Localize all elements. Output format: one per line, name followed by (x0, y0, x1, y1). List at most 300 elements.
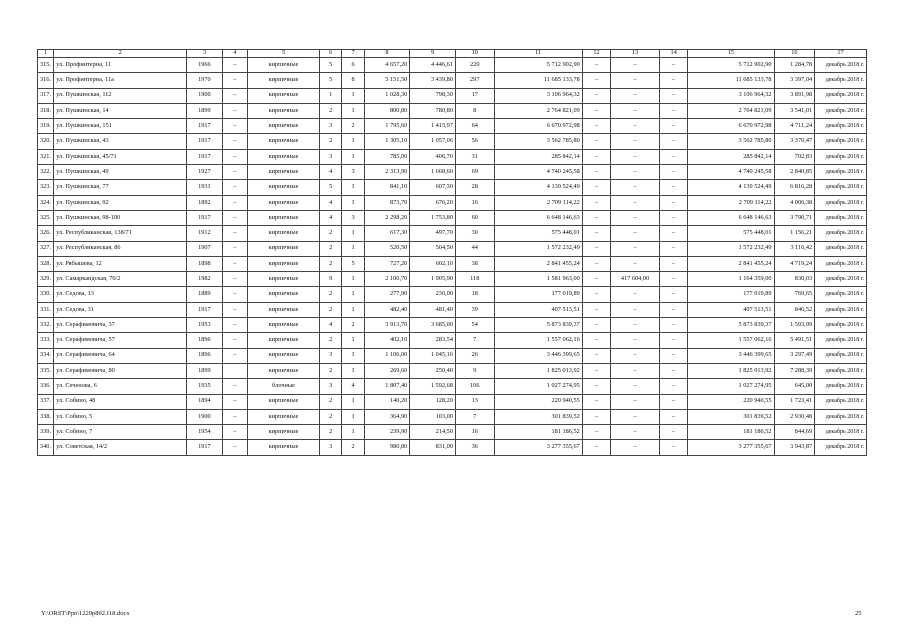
wall-material-cell: кирпичные (248, 302, 320, 317)
cost-per-sqm-cell: 3 397,04 (774, 73, 815, 88)
wall-material-cell: кирпичные (248, 348, 320, 363)
deadline-cell: декабрь 2018 г. (815, 226, 867, 241)
residents-cell: 106 (455, 379, 494, 394)
deadline-cell: декабрь 2018 г. (815, 302, 867, 317)
total-cost-cell: 2 764 821,09 (494, 103, 582, 118)
deadline-cell: декабрь 2018 г. (815, 103, 867, 118)
row-number-cell: 334. (38, 348, 54, 363)
row-number-cell: 339. (38, 425, 54, 440)
floors-cell: 2 (320, 226, 342, 241)
deadline-cell: декабрь 2018 г. (815, 425, 867, 440)
table-row (38, 379, 867, 394)
living-area-cell: 4 446,61 (410, 58, 456, 73)
cost-per-sqm-cell: 7 288,39 (774, 363, 815, 378)
living-area-cell: 798,30 (410, 88, 456, 103)
floors-cell: 3 (320, 379, 342, 394)
table-row (38, 256, 867, 271)
row-number-cell: 325. (38, 210, 54, 225)
col-4-cell (222, 363, 247, 378)
wall-material-cell: кирпичные (248, 256, 320, 271)
deadline-cell: декабрь 2018 г. (815, 119, 867, 134)
floors-cell: 9 (320, 272, 342, 287)
wall-material-cell: кирпичные (248, 210, 320, 225)
col-14-cell: – (659, 425, 687, 440)
living-area-cell: 1 905,90 (410, 272, 456, 287)
total-cost-cell: 2 841 455,24 (494, 256, 582, 271)
row-number-cell: 338. (38, 409, 54, 424)
cost-fund-cell: 5 873 839,37 (688, 318, 774, 333)
row-number-cell: 318. (38, 103, 54, 118)
total-area-cell: 3 913,70 (364, 318, 410, 333)
residents-cell: 118 (455, 272, 494, 287)
deadline-cell: декабрь 2018 г. (815, 272, 867, 287)
entrances-cell: 1 (342, 287, 364, 302)
living-area-cell: 504,50 (410, 241, 456, 256)
wall-material-cell: кирпичные (248, 409, 320, 424)
total-area-cell: 140,20 (364, 394, 410, 409)
total-area-cell: 980,80 (364, 440, 410, 455)
floors-cell: 3 (320, 440, 342, 455)
col-14-cell: – (659, 58, 687, 73)
table-row (38, 394, 867, 409)
table-row (38, 195, 867, 210)
wall-material-cell: кирпичные (248, 58, 320, 73)
col-4-cell: – (222, 333, 247, 348)
entrances-cell: 1 (342, 103, 364, 118)
table-row (38, 241, 867, 256)
total-cost-cell: 5 873 839,37 (494, 318, 582, 333)
residents-cell: 7 (455, 333, 494, 348)
floors-cell: 2 (320, 134, 342, 149)
col-12-cell: – (582, 180, 610, 195)
column-number-header-row (38, 50, 867, 58)
floors-cell: 5 (320, 58, 342, 73)
year-built-cell: 1900 (187, 88, 223, 103)
cost-per-sqm-cell: 645,00 (774, 379, 815, 394)
total-cost-cell: 1 027 274,95 (494, 379, 582, 394)
address-cell: ул. Сеченова, 6 (54, 379, 187, 394)
entrances-cell: 5 (342, 256, 364, 271)
deadline-cell: декабрь 2018 г. (815, 409, 867, 424)
total-cost-cell: 6 648 146,63 (494, 210, 582, 225)
table-row (38, 440, 867, 455)
cost-fund-cell: 1 164 359,00 (688, 272, 774, 287)
deadline-cell: декабрь 2018 г. (815, 241, 867, 256)
column-number-3: 3 (187, 50, 223, 58)
cost-per-sqm-cell: 1 723,41 (774, 394, 815, 409)
table-row (38, 103, 867, 118)
wall-material-cell: кирпичные (248, 88, 320, 103)
address-cell: ул. Советская, 14/2 (54, 440, 187, 455)
address-cell: ул. Пушкинская, 49 (54, 165, 187, 180)
col-14-cell: – (659, 210, 687, 225)
column-number-14: 14 (659, 50, 687, 58)
residents-cell: 220 (455, 58, 494, 73)
cost-fund-cell: 2 709 114,22 (688, 195, 774, 210)
total-area-cell: 1 807,40 (364, 379, 410, 394)
column-number-16: 16 (774, 50, 815, 58)
address-cell: ул. Седова, 31 (54, 302, 187, 317)
entrances-cell: 4 (342, 379, 364, 394)
col-14-cell: – (659, 272, 687, 287)
total-area-cell: 841,10 (364, 180, 410, 195)
total-cost-cell: 11 685 133,78 (494, 73, 582, 88)
cost-per-sqm-cell: 5 491,51 (774, 333, 815, 348)
living-area-cell: 3 439,80 (410, 73, 456, 88)
column-number-15: 15 (688, 50, 774, 58)
entrances-cell: 1 (342, 394, 364, 409)
residents-cell: 30 (455, 226, 494, 241)
table-row (38, 425, 867, 440)
living-area-cell: 1 045,16 (410, 348, 456, 363)
col-13-cell: – (611, 256, 660, 271)
total-area-cell: 2 298,20 (364, 210, 410, 225)
address-cell: ул. Профинтерна, 11 (54, 58, 187, 73)
row-number-cell: 317. (38, 88, 54, 103)
col-4-cell: – (222, 394, 247, 409)
floors-cell: 2 (320, 409, 342, 424)
total-area-cell: 402,10 (364, 333, 410, 348)
address-cell: ул. Серафимовича, 57 (54, 333, 187, 348)
entrances-cell: 3 (342, 210, 364, 225)
col-4-cell: – (222, 287, 247, 302)
entrances-cell: 1 (342, 272, 364, 287)
table-row (38, 348, 867, 363)
wall-material-cell: кирпичные (248, 226, 320, 241)
row-number-cell: 323. (38, 180, 54, 195)
deadline-cell: декабрь 2018 г. (815, 210, 867, 225)
year-built-cell: 1899 (187, 103, 223, 118)
living-area-cell: 214,50 (410, 425, 456, 440)
residents-cell: 56 (455, 134, 494, 149)
wall-material-cell: кирпичные (248, 440, 320, 455)
row-number-cell: 329. (38, 272, 54, 287)
row-number-cell: 340. (38, 440, 54, 455)
residents-cell: 26 (455, 348, 494, 363)
total-cost-cell: 3 446 399,65 (494, 348, 582, 363)
residents-cell: 17 (455, 88, 494, 103)
address-cell: ул. Самаркандская, 70/2 (54, 272, 187, 287)
year-built-cell: 1927 (187, 165, 223, 180)
year-built-cell: 1917 (187, 119, 223, 134)
deadline-cell: декабрь 2018 г. (815, 394, 867, 409)
cost-fund-cell: 3 562 785,80 (688, 134, 774, 149)
total-area-cell: 873,70 (364, 195, 410, 210)
col-12-cell: – (582, 287, 610, 302)
col-13-cell: – (611, 103, 660, 118)
total-cost-cell: 4 740 245,58 (494, 165, 582, 180)
address-cell: ул. Пушкинская, 92 (54, 195, 187, 210)
table-row (38, 119, 867, 134)
year-built-cell: 1954 (187, 425, 223, 440)
col-13-cell: – (611, 226, 660, 241)
living-area-cell: 3 685,00 (410, 318, 456, 333)
total-cost-cell: 1 557 062,16 (494, 333, 582, 348)
residents-cell: 297 (455, 73, 494, 88)
col-14-cell: – (659, 226, 687, 241)
living-area-cell: 1 753,80 (410, 210, 456, 225)
column-number-8: 8 (364, 50, 410, 58)
col-12-cell: – (582, 425, 610, 440)
total-cost-cell: 301 839,52 (494, 409, 582, 424)
col-14-cell: – (659, 73, 687, 88)
table-row (38, 210, 867, 225)
cost-fund-cell: 4 139 524,49 (688, 180, 774, 195)
cost-fund-cell: 2 764 821,09 (688, 103, 774, 118)
living-area-cell: 1 415,97 (410, 119, 456, 134)
column-number-10: 10 (455, 50, 494, 58)
col-4-cell: – (222, 425, 247, 440)
deadline-cell: декабрь 2018 г. (815, 348, 867, 363)
col-13-cell: – (611, 58, 660, 73)
total-cost-cell: 6 670 972,98 (494, 119, 582, 134)
cost-fund-cell: 3 277 355,67 (688, 440, 774, 455)
total-area-cell: 277,90 (364, 287, 410, 302)
table-row (38, 226, 867, 241)
wall-material-cell: кирпичные (248, 318, 320, 333)
deadline-cell: декабрь 2018 г. (815, 363, 867, 378)
floors-cell: 2 (320, 425, 342, 440)
wall-material-cell: кирпичные (248, 119, 320, 134)
col-4-cell: – (222, 348, 247, 363)
column-number-11: 11 (494, 50, 582, 58)
cost-per-sqm-cell: 3 370,47 (774, 134, 815, 149)
total-cost-cell: 285 842,14 (494, 149, 582, 164)
row-number-cell: 324. (38, 195, 54, 210)
residents-cell: 54 (455, 318, 494, 333)
total-area-cell: 2 100,70 (364, 272, 410, 287)
col-13-cell: – (611, 241, 660, 256)
deadline-cell: декабрь 2018 г. (815, 256, 867, 271)
year-built-cell: 1896 (187, 333, 223, 348)
deadline-cell: декабрь 2018 г. (815, 195, 867, 210)
col-13-cell: – (611, 73, 660, 88)
entrances-cell: 1 (342, 88, 364, 103)
col-12-cell: – (582, 226, 610, 241)
cost-fund-cell: 285 842,14 (688, 149, 774, 164)
entrances-cell: 1 (342, 409, 364, 424)
residents-cell: 16 (455, 195, 494, 210)
col-14-cell: – (659, 409, 687, 424)
col-13-cell: – (611, 425, 660, 440)
floors-cell: 4 (320, 165, 342, 180)
table-row (38, 363, 867, 378)
col-12-cell: – (582, 165, 610, 180)
address-cell: ул. Серафимовича, 37 (54, 318, 187, 333)
year-built-cell: 1917 (187, 210, 223, 225)
col-4-cell: – (222, 103, 247, 118)
row-number-cell: 319. (38, 119, 54, 134)
floors-cell: 2 (320, 363, 342, 378)
address-cell: ул. Собино, 7 (54, 425, 187, 440)
col-13-cell: – (611, 348, 660, 363)
row-number-cell: 320. (38, 134, 54, 149)
wall-material-cell: кирпичные (248, 180, 320, 195)
deadline-cell: декабрь 2018 г. (815, 165, 867, 180)
entrances-cell: 8 (342, 73, 364, 88)
column-number-4: 4 (222, 50, 247, 58)
col-12-cell: – (582, 394, 610, 409)
cost-per-sqm-cell: 3 297,49 (774, 348, 815, 363)
col-12-cell: – (582, 241, 610, 256)
total-area-cell: 5 151,50 (364, 73, 410, 88)
wall-material-cell: кирпичные (248, 195, 320, 210)
floors-cell: 1 (320, 88, 342, 103)
cost-per-sqm-cell: 1 156,21 (774, 226, 815, 241)
table-row (38, 409, 867, 424)
col-14-cell: – (659, 394, 687, 409)
wall-material-cell: кирпичные (248, 103, 320, 118)
col-13-cell: – (611, 119, 660, 134)
table-row (38, 134, 867, 149)
col-4-cell: – (222, 379, 247, 394)
wall-material-cell: кирпичные (248, 73, 320, 88)
col-13-cell: – (611, 363, 660, 378)
entrances-cell: 1 (342, 226, 364, 241)
col-13-cell: 417 604,00 (611, 272, 660, 287)
address-cell: ул. Пушкинская, 112 (54, 88, 187, 103)
cost-per-sqm-cell: 846,52 (774, 302, 815, 317)
cost-fund-cell: 5 712 902,90 (688, 58, 774, 73)
col-12-cell: – (582, 348, 610, 363)
col-14-cell: – (659, 134, 687, 149)
wall-material-cell: блочные (248, 379, 320, 394)
entrances-cell: 1 (342, 425, 364, 440)
table-row (38, 149, 867, 164)
housing-register-table (37, 49, 867, 456)
row-number-cell: 321. (38, 149, 54, 164)
cost-per-sqm-cell: 2 840,85 (774, 165, 815, 180)
col-4-cell: – (222, 241, 247, 256)
col-13-cell: – (611, 165, 660, 180)
living-area-cell: 497,70 (410, 226, 456, 241)
col-13-cell: – (611, 409, 660, 424)
col-14-cell: – (659, 103, 687, 118)
wall-material-cell: кирпичные (248, 287, 320, 302)
living-area-cell: 1 592,68 (410, 379, 456, 394)
entrances-cell: 1 (342, 348, 364, 363)
cost-per-sqm-cell: 3 891,98 (774, 88, 815, 103)
floors-cell: 2 (320, 256, 342, 271)
deadline-cell: декабрь 2018 г. (815, 180, 867, 195)
total-cost-cell: 575 448,01 (494, 226, 582, 241)
col-13-cell: – (611, 318, 660, 333)
col-12-cell: – (582, 440, 610, 455)
living-area-cell: 128,20 (410, 394, 456, 409)
address-cell: ул. Республиканская, 138/71 (54, 226, 187, 241)
residents-cell: 38 (455, 256, 494, 271)
wall-material-cell: кирпичные (248, 241, 320, 256)
total-area-cell: 4 657,20 (364, 58, 410, 73)
col-12-cell: – (582, 149, 610, 164)
total-area-cell: 1 795,60 (364, 119, 410, 134)
column-number-17: 17 (815, 50, 867, 58)
cost-fund-cell: 575 448,01 (688, 226, 774, 241)
living-area-cell: 103,00 (410, 409, 456, 424)
residents-cell: 13 (455, 394, 494, 409)
cost-per-sqm-cell: 4 719,24 (774, 256, 815, 271)
deadline-cell: декабрь 2018 г. (815, 379, 867, 394)
entrances-cell: 1 (342, 134, 364, 149)
table-row (38, 272, 867, 287)
entrances-cell: 2 (342, 440, 364, 455)
entrances-cell: 2 (342, 318, 364, 333)
row-number-cell: 322. (38, 165, 54, 180)
row-number-cell: 336. (38, 379, 54, 394)
cost-fund-cell: 301 839,52 (688, 409, 774, 424)
col-12-cell: – (582, 58, 610, 73)
floors-cell: 5 (320, 180, 342, 195)
address-cell: ул. Рябышева, 12 (54, 256, 187, 271)
cost-fund-cell: 1 557 062,16 (688, 333, 774, 348)
residents-cell: 9 (455, 363, 494, 378)
entrances-cell: 6 (342, 58, 364, 73)
total-cost-cell: 4 139 524,49 (494, 180, 582, 195)
cost-fund-cell: 407 513,51 (688, 302, 774, 317)
residents-cell: 36 (455, 440, 494, 455)
col-14-cell: – (659, 333, 687, 348)
cost-per-sqm-cell: 4 711,24 (774, 119, 815, 134)
cost-per-sqm-cell: 1 284,78 (774, 58, 815, 73)
address-cell: ул. Пушкинская, 77 (54, 180, 187, 195)
entrances-cell: 1 (342, 363, 364, 378)
total-area-cell: 364,90 (364, 409, 410, 424)
year-built-cell: 1896 (187, 348, 223, 363)
year-built-cell: 1907 (187, 241, 223, 256)
floors-cell: 2 (320, 103, 342, 118)
col-14-cell: – (659, 119, 687, 134)
col-12-cell: – (582, 256, 610, 271)
total-area-cell: 727,20 (364, 256, 410, 271)
total-area-cell: 482,40 (364, 302, 410, 317)
cost-fund-cell: 177 019,89 (688, 287, 774, 302)
address-cell: ул. Пушкинская, 151 (54, 119, 187, 134)
floors-cell: 5 (320, 73, 342, 88)
col-14-cell: – (659, 302, 687, 317)
row-number-cell: 335. (38, 363, 54, 378)
cost-fund-cell: 2 841 455,24 (688, 256, 774, 271)
row-number-cell: 332. (38, 318, 54, 333)
year-built-cell: 1900 (187, 409, 223, 424)
col-14-cell: – (659, 195, 687, 210)
floors-cell: 2 (320, 302, 342, 317)
col-4-cell: – (222, 272, 247, 287)
entrances-cell: 1 (342, 195, 364, 210)
entrances-cell: 1 (342, 302, 364, 317)
row-number-cell: 328. (38, 256, 54, 271)
col-14-cell: – (659, 379, 687, 394)
col-14-cell: – (659, 287, 687, 302)
column-number-6: 6 (320, 50, 342, 58)
year-built-cell: 1912 (187, 226, 223, 241)
cost-per-sqm-cell: 3 541,01 (774, 103, 815, 118)
col-13-cell: – (611, 180, 660, 195)
row-number-cell: 330. (38, 287, 54, 302)
cost-fund-cell: 4 740 245,58 (688, 165, 774, 180)
wall-material-cell: кирпичные (248, 333, 320, 348)
total-area-cell: 2 313,90 (364, 165, 410, 180)
cost-per-sqm-cell: 830,03 (774, 272, 815, 287)
residents-cell: 18 (455, 287, 494, 302)
col-14-cell: – (659, 440, 687, 455)
col-14-cell: – (659, 256, 687, 271)
year-built-cell: 1982 (187, 272, 223, 287)
cost-per-sqm-cell: 3 790,71 (774, 210, 815, 225)
wall-material-cell: кирпичные (248, 425, 320, 440)
deadline-cell: декабрь 2018 г. (815, 134, 867, 149)
living-area-cell: 831,00 (410, 440, 456, 455)
deadline-cell: декабрь 2018 г. (815, 58, 867, 73)
